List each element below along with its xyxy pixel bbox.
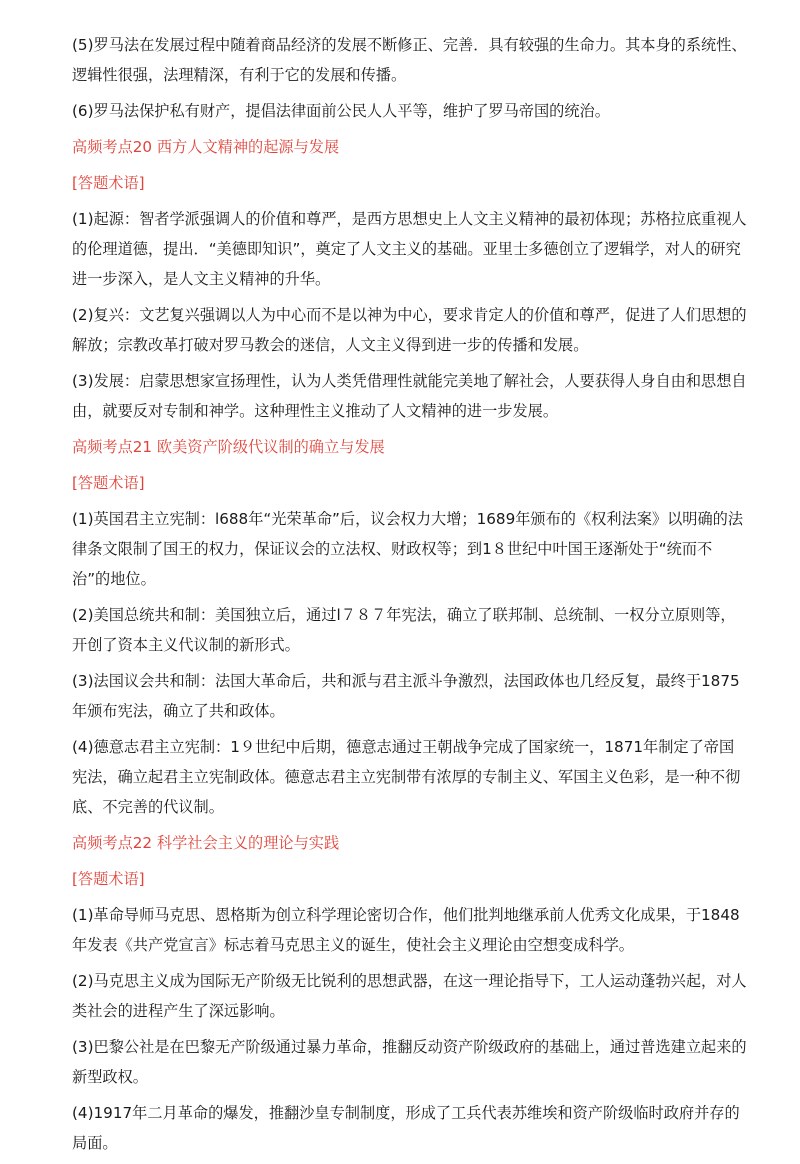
document-page (72, 30, 748, 1164)
paragraph: (1)英国君主立宪制：l688年“光荣革命”后，议会权力大增；1689年颁布的《权利法案》以明确的法律条文限制了国王的权力，保证议会的立法权、财政权等；到1８世纪中叶国王逐渐处于“统而不治”的地位。 (72, 510, 744, 588)
paragraph: (5)罗马法在发展过程中随着商品经济的发展不断修正、完善．具有较强的生命力。其本身的系统性、逻辑性很强，法理精深，有利于它的发展和传播。 (72, 36, 747, 84)
section-heading: 高频考点21 欧美资产阶级代议制的确立与发展 (72, 438, 385, 456)
paragraph: (2)美国总统共和制：美国独立后，通过l７８７年宪法，确立了联邦制、总统制、一权分立原则等，开创了资本主义代议制的新形式。 (72, 606, 736, 654)
paragraph: (6)罗马法保护私有财产，提倡法律面前公民人人平等，维护了罗马帝国的统治。 (72, 102, 610, 120)
answer-terms-label: [答题术语] (72, 174, 145, 192)
paragraph: (2)复兴：文艺复兴强调以人为中心而不是以神为中心，要求肯定人的价值和尊严，促进了人们思想的解放；宗教改革打破对罗马教会的迷信，人文主义得到进一步的传播和发展。 (72, 306, 747, 354)
paragraph: (3)巴黎公社是在巴黎无产阶级通过暴力革命，推翻反动资产阶级政府的基础上，通过普选建立起来的新型政权。 (72, 1038, 747, 1086)
answer-terms-label: [答题术语] (72, 870, 145, 888)
answer-terms-label: [答题术语] (72, 474, 145, 492)
paragraph: (1)革命导师马克思、恩格斯为创立科学理论密切合作，他们批判地继承前人优秀文化成果，于1848年发表《共产党宣言》标志着马克思主义的诞生，使社会主义理论由空想变成科学。 (72, 906, 740, 954)
paragraph: (3)发展：启蒙思想家宣扬理性，认为人类凭借理性就能完美地了解社会，人要获得人身自由和思想自由，就要反对专制和神学。这种理性主义推动了人文精神的进一步发展。 (72, 372, 747, 420)
paragraph: (4)1917年二月革命的爆发，推翻沙皇专制制度，形成了工兵代表苏维埃和资产阶级临时政府并存的局面。 (72, 1104, 740, 1152)
paragraph: (4)德意志君主立宪制：1９世纪中后期，德意志通过王朝战争完成了国家统一，1871年制定了帝国宪法，确立起君主立宪制政体。德意志君主立宪制带有浓厚的专制主义、军国主义色彩，是一种不彻底、不完善的代议制。 (72, 738, 741, 816)
paragraph: (3)法国议会共和制：法国大革命后，共和派与君主派斗争激烈，法国政体也几经反复，最终于1875年颁布宪法，确立了共和政体。 (72, 672, 740, 720)
paragraph: (1)起源：智者学派强调人的价值和尊严，是西方思想史上人文主义精神的最初体现；苏格拉底重视人的伦理道德，提出．“美德即知识”，奠定了人文主义的基础。亚里士多德创立了逻辑学，对人的研究进一步深入，是人文主义精神的升华。 (72, 210, 747, 288)
section-heading: 高频考点22 科学社会主义的理论与实践 (72, 834, 340, 852)
paragraph: (2)马克思主义成为国际无产阶级无比锐利的思想武器，在这一理论指导下，工人运动蓬勃兴起，对人类社会的进程产生了深远影响。 (72, 972, 747, 1020)
section-heading: 高频考点20 西方人文精神的起源与发展 (72, 138, 340, 156)
